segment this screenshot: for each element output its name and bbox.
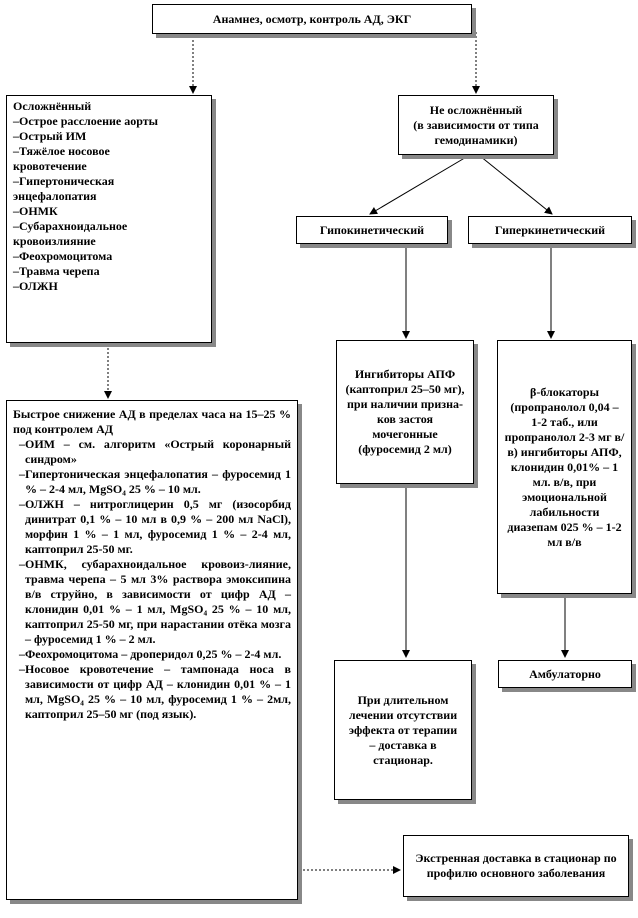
- complicated-item: –Феохромоцитома: [13, 249, 113, 263]
- box-longterm: [334, 660, 472, 800]
- box-hypokinetic: [296, 216, 448, 244]
- arrow-uncomplicated-to-hypo: [370, 156, 468, 214]
- complicated-item: –Острый ИМ: [13, 129, 87, 143]
- box-ambulatory: [498, 660, 632, 688]
- box-rapid-reduction: [6, 400, 298, 900]
- rapid-item: –ОНМК, субарахноидальное кровоиз-лияние, травма черепа – 5 мл 3% раствора эмоксипина в/в струйно, в зависимости от цифр АД – клонидин 0,01 % – 1 мл, MgSO₄ 25 % – 10 мл, каптоприл 25-50 мг, при нарастании отёка мозга – фуросемид 1 % – 2 мл.: [19, 557, 291, 646]
- complicated-item: –Травма черепа: [13, 264, 100, 278]
- complicated-item: –Гипертоническая энцефалопатия: [13, 174, 115, 203]
- rapid-title: Быстрое снижение АД в пределах часа на 15–25 % под контролем АД: [13, 407, 291, 436]
- hypokinetic-label: Гипокинетический: [319, 222, 425, 237]
- complicated-item: –ОЛЖН: [13, 279, 58, 293]
- rapid-item: –ОЛЖН – нитроглицерин 0,5 мг (изосорбид динитрат 0,1 % – 10 мл в 0,9 % – 200 мл NaCl), морфин 1 % – 1 мл, фуросемид 1 % – 2-4 мл, каптоприл 25-50 мг.: [19, 497, 291, 556]
- ace-text: Ингибиторы АПФ (каптоприл 25–50 мг), при наличии призна-ков застоя мочегонные (фуросемид 2 мл): [345, 367, 465, 456]
- uncomplicated-title: Не осложнённый: [429, 102, 523, 117]
- rapid-item: –Феохромоцитома – дроперидол 0,25 % – 2-4 мл.: [19, 647, 282, 661]
- box-complicated: [6, 95, 212, 343]
- arrow-uncomplicated-to-hyper: [480, 156, 552, 214]
- longterm-text: При длительном лечении отсутствии эффекта от терапии – доставка в стационар.: [348, 692, 458, 767]
- rapid-item: –ОИМ – см. алгоритм «Острый коронарный синдром»: [19, 437, 291, 466]
- uncomplicated-subtitle: (в зависимости от типа гемодинамики): [413, 117, 539, 147]
- box-emergency: [403, 835, 629, 897]
- hyperkinetic-label: Гиперкинетический: [494, 222, 606, 237]
- complicated-item: –ОНМК: [13, 204, 58, 218]
- emergency-text: Экстренная доставка в стационар по профилю основного заболевания: [415, 851, 617, 880]
- rapid-item: –Гипертоническая энцефалопатия – фуросемид 1 % – 2-4 мл, MgSO₄ 25 % – 10 мл.: [19, 467, 291, 496]
- complicated-item: –Тяжёлое носовое кровотечение: [13, 144, 110, 173]
- complicated-item: –Острое расслоение аорты: [13, 114, 159, 128]
- ambulatory-text: Амбулаторно: [529, 666, 601, 681]
- box-uncomplicated: [398, 95, 554, 155]
- complicated-item: –Субарахноидальное кровоизлияние: [13, 219, 128, 248]
- rapid-item: –Носовое кровотечение – тампонада носа в зависимости от цифр АД – клонидин 0,01 % – 1 мл, MgSO₄ 25 % – 10 мл, фуросемид 1 % – 2мл, каптоприл 25–50 мг (под язык).: [19, 662, 291, 721]
- anamnesis-text: Анамнез, осмотр, контроль АД, ЭКГ: [212, 11, 412, 26]
- box-ace-inhibitors: [336, 340, 474, 484]
- complicated-title: Осложнённый: [13, 99, 92, 113]
- box-beta-blockers: [497, 340, 632, 594]
- box-hyperkinetic: [468, 216, 632, 244]
- beta-text: β-блокаторы (пропранолол 0,04 – 1-2 таб., или пропранолол 2-3 мг в/в) ингибиторы АПФ, клонидин 0,01% – 1 мл. в/в, при эмоциональной лабильности диазепам 025 % – 1-2 мл в/в: [504, 384, 625, 549]
- box-anamnesis: [152, 4, 472, 34]
